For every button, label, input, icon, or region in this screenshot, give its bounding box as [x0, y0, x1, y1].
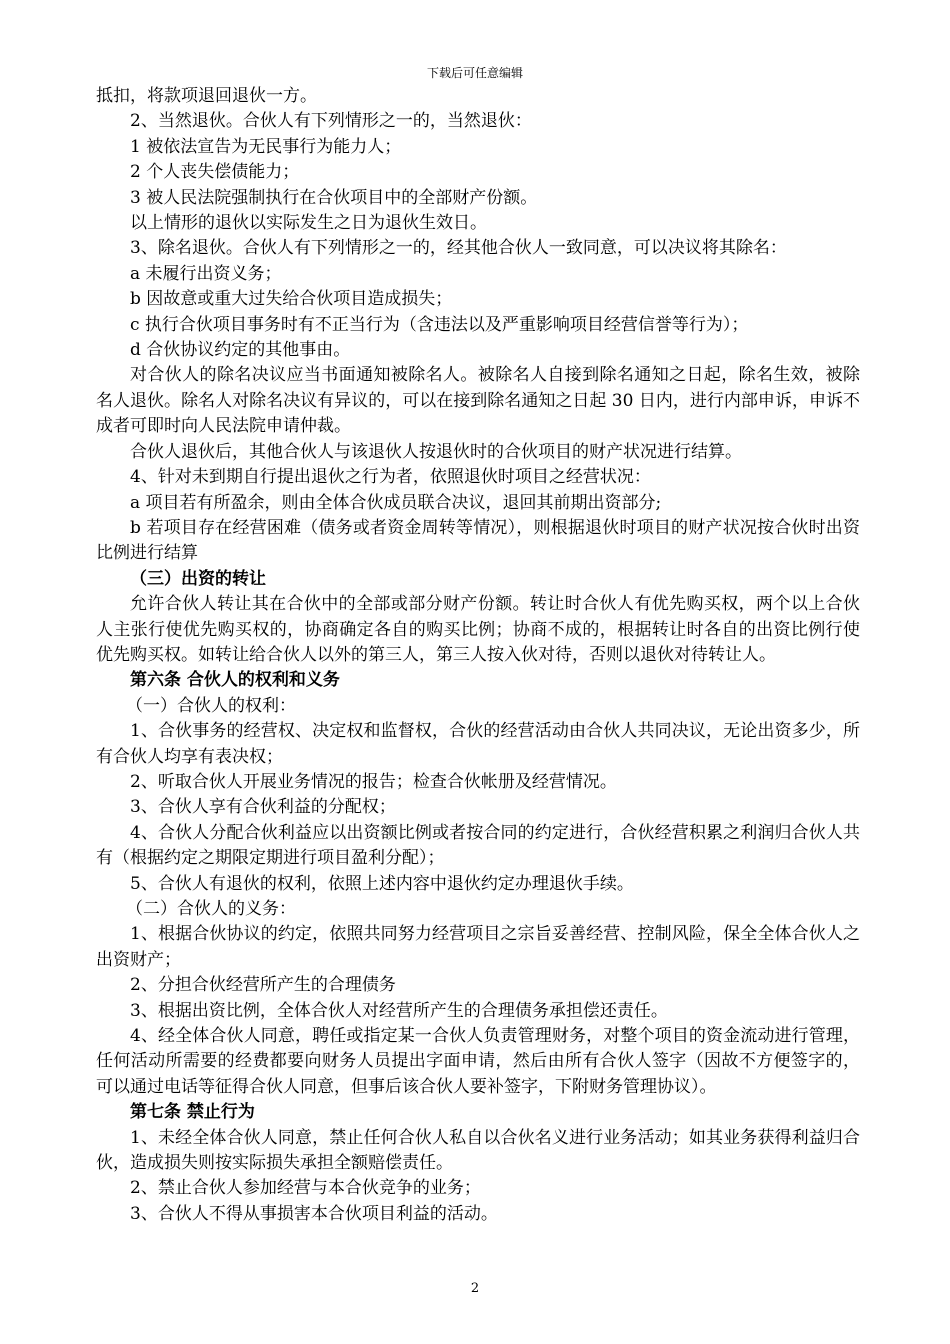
paragraph: 4、针对未到期自行提出退伙之行为者，依照退伙时项目之经营状况：	[130, 467, 651, 488]
paragraph: 合伙人退伙后，其他合伙人与该退伙人按退伙时的合伙项目的财产状况进行结算。	[130, 441, 742, 462]
paragraph: 3 被人民法院强制执行在合伙项目中的全部财产份额。	[130, 187, 538, 208]
page-header: 下载后可任意编辑	[426, 66, 523, 80]
paragraph: 4、合伙人分配合伙利益应以出资额比例或者按合同的约定进行，合伙经营积累之利润归合伙人共有（根据约定之期限定期进行项目盈利分配）；	[96, 822, 860, 869]
paragraph: （一）合伙人的权利：	[126, 695, 296, 716]
paragraph: （二）合伙人的义务：	[126, 899, 296, 919]
paragraph: 2 个人丧失偿债能力；	[130, 162, 300, 183]
paragraph: 1、合伙事务的经营权、决定权和监督权，合伙的经营活动由合伙人共同决议，无论出资多少，所有合伙人均享有表决权；	[96, 721, 860, 767]
paragraph: 2、当然退伙。合伙人有下列情形之一的，当然退伙：	[130, 111, 532, 132]
paragraph: 对合伙人的除名决议应当书面通知被除名人。被除名人自接到除名通知之日起，除名生效，被除名人退伙。除名人对除名决议有异议的，可以在接到除名通知之日起 30 日内，进行内部申诉，申诉不成者可即时向人民法院申请仲裁。	[96, 365, 860, 437]
paragraph: c 执行合伙项目事务时有不正当行为（含违法以及严重影响项目经营信誉等行为）；	[130, 314, 749, 335]
paragraph: d 合伙协议约定的其他事由。	[130, 340, 351, 361]
paragraph: 以上情形的退伙以实际发生之日为退伙生效日。	[130, 213, 487, 234]
paragraph: 3、除名退伙。合伙人有下列情形之一的，经其他合伙人一致同意，可以决议将其除名：	[130, 238, 787, 259]
paragraph: 2、分担合伙经营所产生的合理债务	[130, 975, 396, 996]
paragraph: a 未履行出资义务；	[130, 263, 282, 284]
section-heading: 第七条 禁止行为	[130, 1102, 255, 1123]
paragraph: 1、根据合伙协议的约定，依照共同努力经营项目之宗旨妥善经营、控制风险，保全全体合伙人之出资财产；	[96, 924, 860, 970]
paragraph: 3、根据出资比例，全体合伙人对经营所产生的合理债务承担偿还责任。	[130, 1000, 668, 1021]
paragraph: 3、合伙人不得从事损害本合伙项目利益的活动。	[130, 1203, 498, 1224]
paragraph: b 因故意或重大过失给合伙项目造成损失；	[130, 289, 453, 310]
paragraph: a 项目若有所盈余，则由全体合伙成员联合决议，退回其前期出资部分;	[130, 492, 662, 513]
paragraph: 3、合伙人享有合伙利益的分配权；	[130, 797, 396, 818]
section-heading: （三）出资的转让	[130, 568, 266, 589]
paragraph: b 若项目存在经营困难（债务或者资金周转等情况），则根据退伙时项目的财产状况按合伙时出资比例进行结算	[96, 517, 860, 564]
page-number: 2	[470, 1281, 480, 1296]
paragraph: 抵扣，将款项退回退伙一方。	[96, 86, 317, 106]
paragraph: 5、合伙人有退伙的权利，依照上述内容中退伙约定办理退伙手续。	[130, 873, 634, 894]
paragraph: 4、经全体合伙人同意，聘任或指定某一合伙人负责管理财务，对整个项目的资金流动进行管理，任何活动所需要的经费都要向财务人员提出字面申请，然后由所有合伙人签字（因故不方便签字的，可以通过电话等征得合伙人同意，但事后该合伙人要补签字，下附财务管理协议）。	[96, 1026, 860, 1097]
paragraph: 1 被依法宣告为无民事行为能力人；	[130, 136, 402, 157]
paragraph: 允许合伙人转让其在合伙中的全部或部分财产份额。转让时合伙人有优先购买权，两个以上合伙人主张行使优先购买权的，协商确定各自的购买比例；协商不成的，根据转让时各自的出资比例行使优先购买权。如转让给合伙人以外的第三人，第三人按入伙对待，否则以退伙对待转让人。	[96, 594, 860, 665]
paragraph: 1、未经全体合伙人同意，禁止任何合伙人私自以合伙名义进行业务活动；如其业务获得利益归合伙，造成损失则按实际损失承担全额赔偿责任。	[96, 1127, 860, 1174]
document-body	[96, 84, 860, 1227]
paragraph: 2、禁止合伙人参加经营与本合伙竞争的业务；	[130, 1178, 481, 1199]
section-heading: 第六条 合伙人的权利和义务	[130, 670, 340, 691]
paragraph: 2、听取合伙人开展业务情况的报告；检查合伙帐册及经营情况。	[130, 771, 617, 792]
